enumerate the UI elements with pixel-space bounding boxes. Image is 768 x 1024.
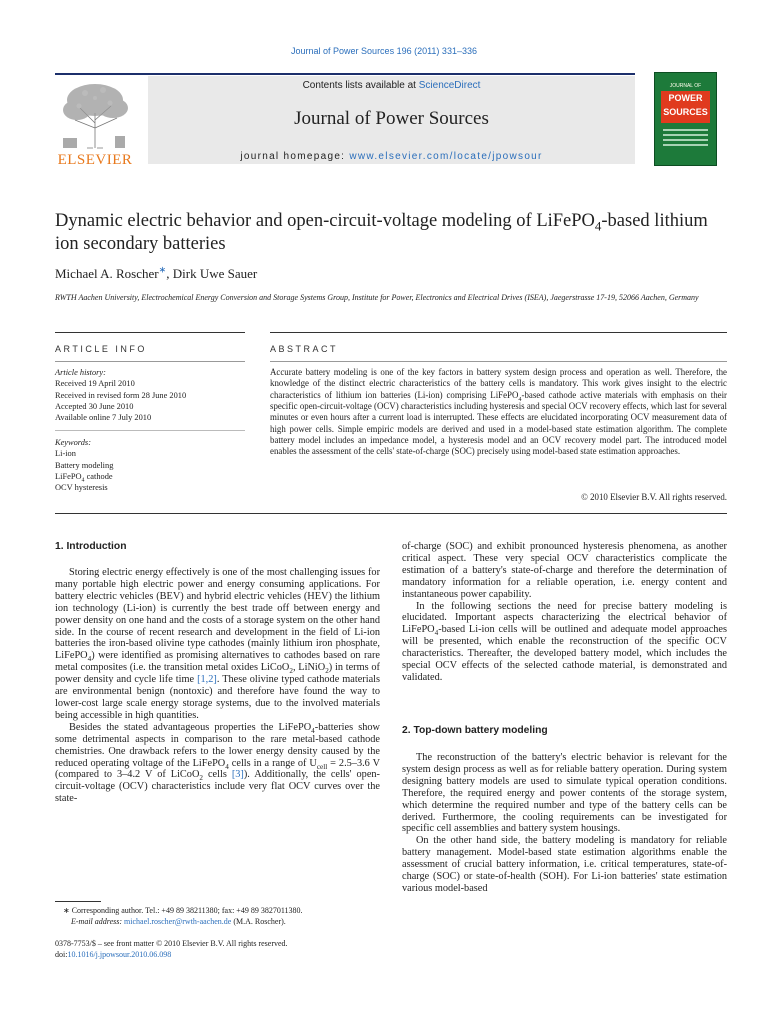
corresponding-author-footnote [55,905,385,927]
abstract-text: Accurate battery modeling is one of the key factors in battery system design process and operation as well. Therefore, the knowledge of the distinct electric characteristics of the battery cells is mandatory. This work gives insight to the electric characteristics of lithium ion batteries (Li-ion) comprising LiFePO$_4$-based cathode active materials with emphasis on their specific open-circuit-voltage (OCV) characteristics including hysteresis and special OCV recovery effects, which last for several minutes or even hours after a current load is interrupted. These effects are elucidated incorporating OCV measurement data of high power cells. Simple empiric models are derived and used in a model-based state estimation algorithm. The complete battery model includes an impedance model, a hysteresis model and an OCV recovery model part. The introduced model enables the assessment of the cells' state-of-charge (SOC) precisely using model-based state estimation approaches. [270,367,728,457]
journal-name[interactable]: Journal of Power Sources [294,108,489,129]
paragraph: Besides the stated advantageous properties the LiFePO$_4$-batteries show some detrimental aspects in comparison to the rare metal-based cathode chemistries. One drawback refers to the lower energy density caused by the reduced operating voltage of the LiFePO$_4$ cells in a range of $U_{cell} = 2.5-3.6$ V (compared to 3–4.2 V of LiCoO$_2$ cells [3]). Additionally, the cells' open-circuit-voltage (OCV) characteristics include very flat OCV curves over the state- [55,721,380,805]
journal-citation[interactable]: Journal of Power Sources 196 (2011) 331–336 [291,46,477,56]
title-subscript: 4 [594,218,602,234]
affiliation: RWTH Aachen University, Electrochemical Energy Conversion and Storage Systems Group, Institute for Power, Electronics and Electrical Drives (ISEA), Jaegerstrasse 17-19, 52066 Aachen, Germany [55,293,699,302]
section-1-heading: 1. Introduction [55,541,127,552]
copyright-notice: © 2010 Elsevier B.V. All rights reserved. [581,492,727,502]
history-item: Received 19 April 2010 [55,379,135,389]
article-history [55,367,186,423]
contents-line [148,80,635,91]
email-label: E-mail address: [71,917,125,926]
keywords [55,437,113,493]
title-text-2: -based lithium ion secondary batteries [55,211,708,254]
cover-title-line2: SOURCES [663,107,708,117]
right-column-body [402,541,727,684]
keyword: Battery modeling [55,460,114,470]
divider [270,361,727,362]
divider [55,430,245,431]
doi-line: doi:10.1016/j.jpowsour.2010.06.098 [55,950,172,959]
keyword: Li-ion [55,449,76,459]
issn-line: 0378-7753/$ – see front matter © 2010 Elsevier B.V. All rights reserved. [55,939,288,948]
author-1[interactable]: Michael A. Roscher [55,266,159,281]
left-column-body [55,567,380,805]
doi-link[interactable]: 10.1016/j.jpowsour.2010.06.098 [67,950,172,959]
cover-title-block [661,91,710,123]
history-item: Received in revised form 28 June 2010 [55,390,187,400]
author-2[interactable]: Dirk Uwe Sauer [172,266,258,281]
homepage-link[interactable]: www.elsevier.com/locate/jpowsour [349,151,543,162]
sciencedirect-link[interactable]: ScienceDirect [418,80,481,91]
footnote-text: Corresponding author. Tel.: +49 89 38211380; fax: +49 89 3827011380. [69,906,303,915]
divider [270,332,727,333]
paragraph: The reconstruction of the battery's electric behavior is relevant for the system design process as well as for reliable battery operation. During system designing battery models are used to simulate typical operation conditions. Therefore, the required energy and power contents of the storage system, which determine the required number and type of the battery cells can be derived. Furthermore, the cooling requirements can be investigated for specific cell assemblies and battery system housings. [402,752,727,835]
history-item: Accepted 30 June 2010 [55,401,134,411]
footnote-mark: ∗ [63,906,70,915]
divider [55,513,727,514]
corresponding-author-mark[interactable]: ∗ [158,264,167,275]
history-label: Article history: [55,368,106,377]
keyword: OCV hysteresis [55,483,108,493]
footnote-rule [55,901,101,902]
journal-homepage [148,151,635,162]
paragraph: On the other hand side, the battery modeling is mandatory for reliable battery management. Model-based state estimation algorithms enable the assessment of crucial battery information, i.e. critical temperatures, state-of-charge (SOC) or state-of-health (SOH). For Li-ion batteries' state estimation various model-based [402,835,727,894]
author-separator: , [166,266,173,281]
homepage-prefix: journal homepage: [240,151,350,162]
email-link[interactable]: michael.roscher@rwth-aachen.de [124,917,232,926]
keywords-label: Keywords: [55,438,91,447]
paragraph: of-charge (SOC) and exhibit pronounced hysteresis phenomena, as another critical aspect. These very special OCV characteristics complicate the estimation of a battery's state-of-charge and therefore the determination of mandatory information for a reliable operation, i.e. energy content and instantaneous power capability. [402,541,727,600]
cover-title-line1: POWER [668,93,703,103]
history-item: Available online 7 July 2010 [55,413,152,423]
elsevier-wordmark[interactable]: ELSEVIER [57,152,133,168]
article-title [55,210,735,256]
front-matter [55,938,385,960]
citation-link[interactable]: [1,2] [197,674,217,686]
citation-link[interactable]: [3] [231,769,244,781]
journal-cover-thumbnail[interactable] [654,72,717,166]
title-text-1: Dynamic electric behavior and open-circuit-voltage modeling of LiFePO [55,211,595,231]
cover-decoration [663,129,708,149]
abstract-heading: ABSTRACT [270,344,339,354]
email-tail: (M.A. Roscher). [231,917,286,926]
author-list [55,266,257,282]
keyword: LiFePO$_4$ cathode [55,471,113,484]
paragraph: In the following sections the need for precise battery modeling is elucidated. Important aspects characterizing the electrical behavior of LiFePO$_4$-based Li-ion cells will be outlined and adequate model approaches will be presented, which enable the reconstruction of the specific OCV characteristics. Thereafter, the developed battery model, which includes the special OCV effects of the selected cathode material, is demonstrated and validated. [402,600,727,683]
cover-text: JOURNAL OF [669,83,702,89]
section-2-heading: 2. Top-down battery modeling [402,725,548,736]
header-rule [55,73,635,75]
divider [55,361,245,362]
article-info-heading: ARTICLE INFO [55,344,147,354]
contents-prefix: Contents lists available at [302,80,419,91]
paragraph: Storing electric energy effectively is one of the most challenging issues for many portable high electric power and energy consuming applications. For battery electric vehicles (BEV) and hybrid electric vehicles (HEV) the lithium ion technology (Li-ion) is currently the best trade off between energy and power density on one hand and the costs of a storage system on the other hand side. In the course of recent research and development in the field of Li-ion batteries the iron-based olivine type cathodes (mainly lithium iron phosphate, LiFePO$_4$) were identified as promising alternatives to cathodes based on rare metal composites (i.e. the transition metal oxides LiCoO$_2$, LiNiO$_2$) in terms of power density and cycle life time [1,2]. These olivine typed cathode materials are environmental benign (nontoxic) and therefore have found the way to lower-cost large scale energy storage systems, due to the involved materials being accessible in high quantities. [55,567,381,721]
right-column-body-2 [402,752,727,895]
divider [55,332,245,333]
